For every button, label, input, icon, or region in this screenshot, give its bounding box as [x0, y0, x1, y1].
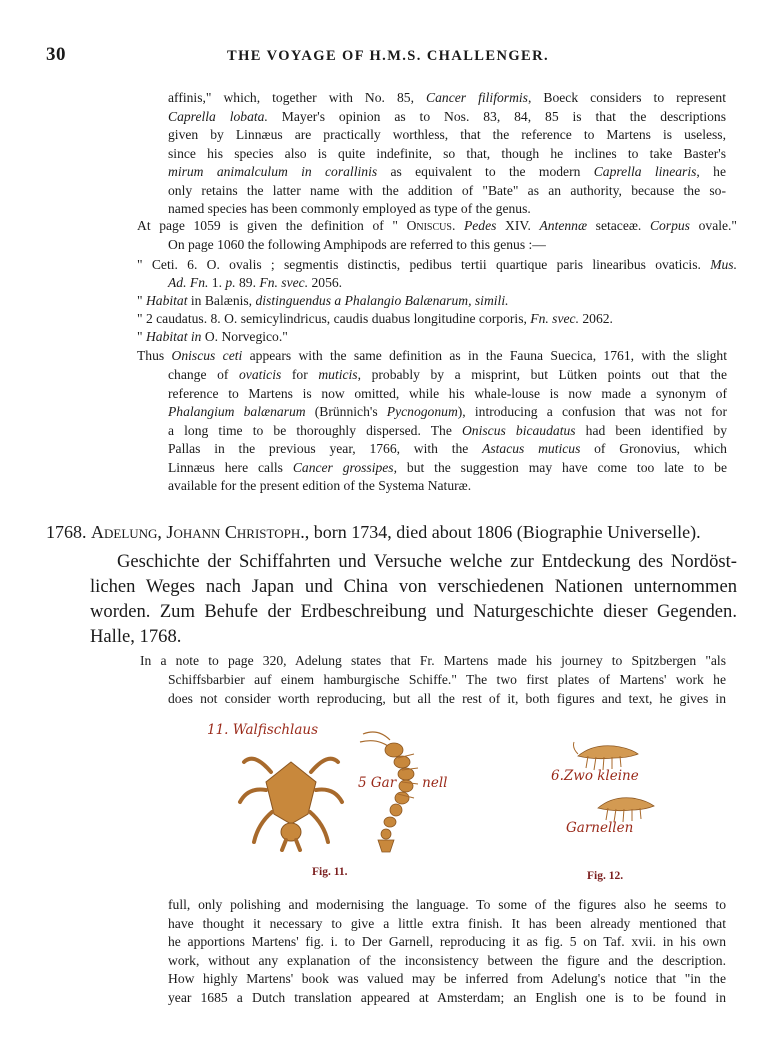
fig11-title-label: 11. Walfischlaus [207, 722, 319, 738]
paragraph-closing: full, only polishing and modernising the language. To some of the figures also he seems to have thought it necessary to give a little extra finish. It has been already mentioned that he apportions Martens' fig. i. to Der Garnell, reproducing it as fig. 5 on Taf. xvii. in his own work, without any explanation of the inconsistency between the figure and the description. How highly Martens' book was valued may be inferred from Adelung's notice that "in the year 1685 a Dutch translation appeared at Amsterdam; an English one is to be found in [168, 897, 726, 1005]
fig12-caption: Fig. 12. [587, 870, 624, 882]
note-adelung: In a note to page 320, Adelung states that Fr. Martens made his journey to Spitzbergen "als [140, 653, 726, 668]
paragraph-caprella: affinis," which, together with No. 85, Cancer filiformis, Boeck considers to represent Caprella lobata. Mayer's opinion as to Nos. 83, 84, 85 is that the descriptions given by Linnæus are practically worthless, that the reference to Martens is useless, since his species also is quite indefinite, so that, though he inclines to take Baster's mirum animalculum in corallinis as equivalent to the modern Caprella linearis, he only retains the latter name with the addition of "Bate" as an authority, because the so- named species has been commonly employed as type of the genus. [168, 90, 726, 216]
paragraph-oniscus-ceti-cont: change of ovaticis for muticis, probably by a misprint, but Lütken points out that the reference to Martens is now omitted, while his whale-louse is now made a synonym of Phalangium balænarum (Brünnich's Pycnogonum), introducing a confusion that was not for a long time to be thoroughly dispersed. The Oniscus bicaudatus had been identified by Pallas in the previous year, 1766, with the Astacus muticus of Gronovius, which Linnæus here calls Cancer grossipes, but the suggestion may have come too late to be available for the present edition of the Systema Naturæ. [168, 367, 728, 493]
quote-habitat-1: " Habitat in Balænis, distinguendus a Phalangio Balænarum, simili. [137, 293, 509, 308]
quote-habitat-2: " Habitat in O. Norvegico." [137, 329, 288, 344]
page-number: 30 [46, 44, 66, 65]
whale-louse-illustration [236, 742, 346, 852]
fig12-label-top: 6.Zwo kleine [551, 768, 639, 784]
note-adelung-cont: Schiffsbarbier auf einem hamburgische Schiffe." The two first plates of Martens' work he does not consider worth reproducing, but all the rest of it, both figures and text, he gives in [168, 672, 726, 706]
quote-caudatus: " 2 caudatus. 8. O. semicylindricus, caudis duabus longitudine corporis, Fn. svec. 2062. [137, 311, 613, 326]
book-title: Geschichte der Schiffahrten und Versuche welche zur Entdeckung des Nordöst- lichen Weges nach Japan und China von verschiedenen Nationen unternommen worden. Zum Behufe der Erdbeschreibung und Naturgeschichte dieser Gegenden. Halle, 1768. [90, 551, 737, 647]
quote-ceti-cont: Ad. Fn. 1. p. 89. Fn. svec. 2056. [168, 275, 343, 290]
fig11-garnell-label: 5 Gar nell [358, 775, 448, 791]
fig12-label-bottom: Garnellen [566, 820, 634, 836]
running-title: THE VOYAGE OF H.M.S. CHALLENGER. [227, 48, 549, 64]
page-1060-line: On page 1060 the following Amphipods are referred to this genus :— [168, 237, 546, 252]
entry-1768-heading: 1768. Adelung, Johann Christoph., born 1734, died about 1806 (Biographie Universelle). [46, 522, 701, 542]
quote-ceti: " Ceti. 6. O. ovalis ; segmentis distinctis, pedibus tertii quartique paris linearibus ovaticis. Mus. [137, 257, 737, 272]
garnell-illustration [358, 728, 428, 858]
fig11-caption: Fig. 11. [312, 866, 348, 878]
paragraph-oniscus-ceti: Thus Oniscus ceti appears with the same definition as in the Fauna Suecica, 1761, with the slight [137, 348, 727, 363]
oniscus-definition: At page 1059 is given the definition of " Oniscus. Pedes XIV. Antennæ setaceæ. Corpus ovale." [137, 218, 737, 233]
